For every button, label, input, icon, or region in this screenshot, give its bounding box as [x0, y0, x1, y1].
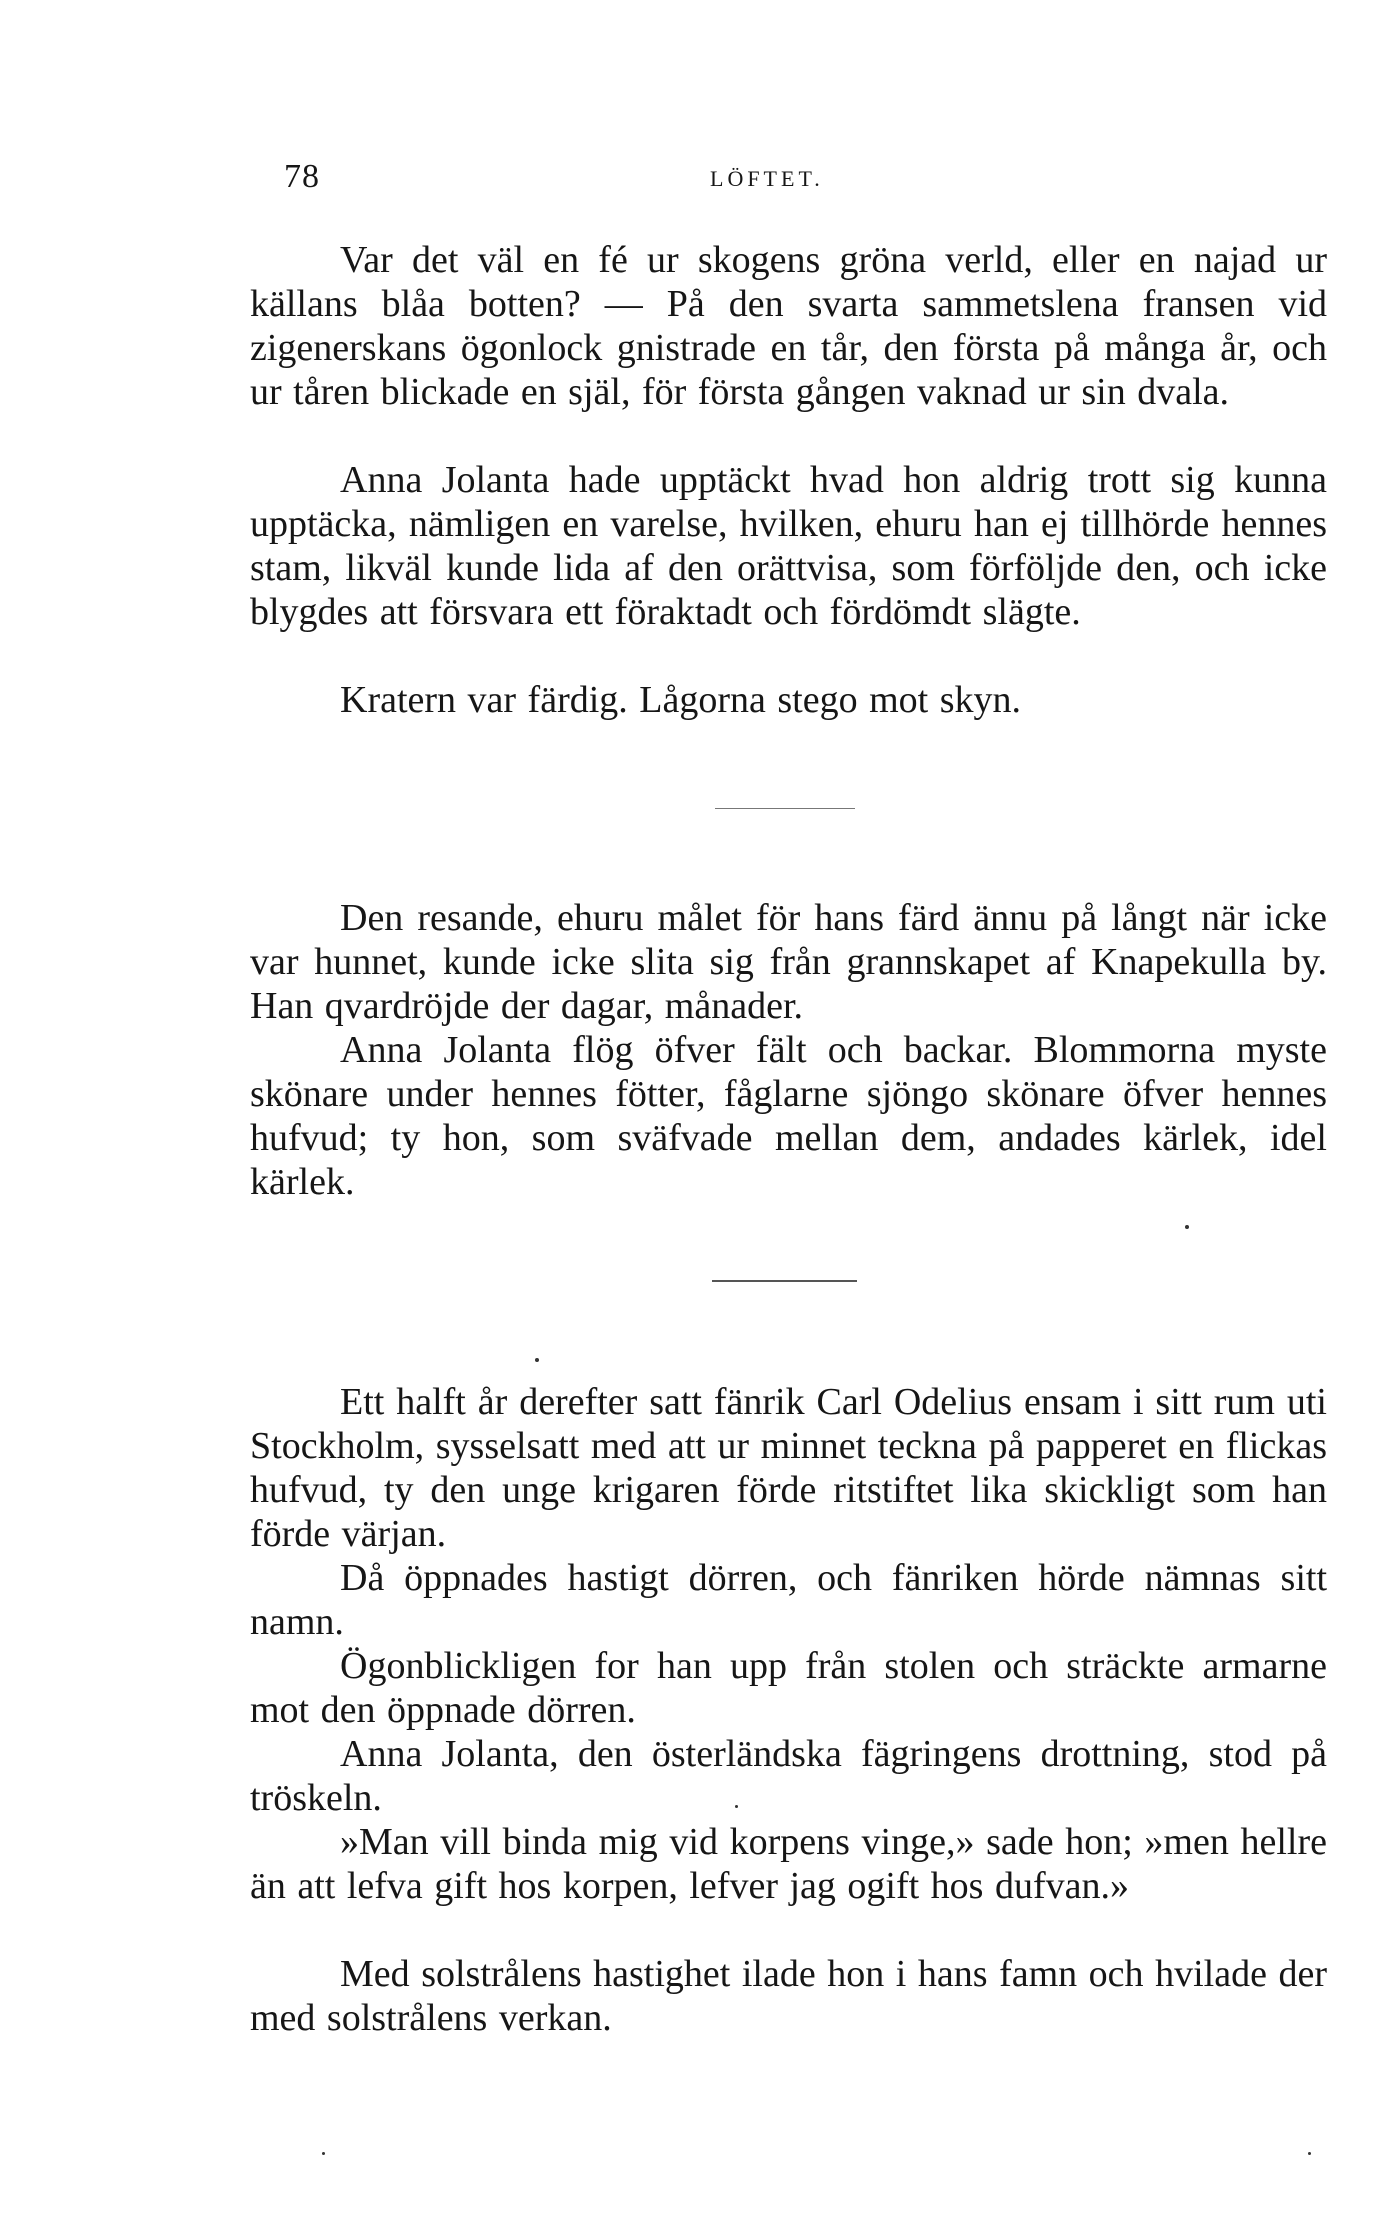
paragraph: Anna Jolanta, den österländska fägringens drottning, stod på tröskeln. [250, 1733, 1327, 1819]
print-speck [322, 2152, 325, 2155]
print-speck [535, 1358, 539, 1362]
print-speck [1185, 1225, 1189, 1229]
section-divider [712, 1280, 857, 1282]
page-header [280, 158, 1330, 208]
print-speck [735, 1805, 738, 1808]
paragraph: Ögonblickligen for han upp från stolen och sträckte armarne mot den öppnade dörren. [250, 1645, 1327, 1731]
paragraph: Anna Jolanta flög öfver fält och backar. Blommorna myste skönare under hennes fötter, fåglarne sjöngo skönare öfver hennes hufvud; ty hon, som sväfvade mellan dem, andades kärlek, idel kärlek. [250, 1029, 1327, 1203]
section-divider [715, 808, 855, 809]
paragraph: Ett halft år derefter satt fänrik Carl Odelius ensam i sitt rum uti Stockholm, sysselsatt med att ur minnet teckna på papperet en flickas hufvud, ty den unge krigaren förde ritstiftet lika skickligt som han förde värjan. [250, 1381, 1327, 1555]
paragraph: Den resande, ehuru målet för hans färd ännu på långt när icke var hunnet, kunde icke slita sig från grannskapet af Knapekulla by. Han qvardröjde der dagar, månader. [250, 897, 1327, 1027]
paragraph: »Man vill binda mig vid korpens vinge,» sade hon; »men hellre än att lefva gift hos korpen, lefver jag ogift hos dufvan.» [250, 1821, 1327, 1907]
paragraph: Då öppnades hastigt dörren, och fänriken hörde nämnas sitt namn. [250, 1557, 1327, 1643]
paragraph: Med solstrålens hastighet ilade hon i hans famn och hvilade der med solstrålens verkan. [250, 1953, 1327, 2039]
page-number: 78 [284, 158, 320, 195]
print-speck [1308, 2152, 1311, 2155]
paragraph: Var det väl en fé ur skogens gröna verld, eller en najad ur källans blåa botten? — På den svarta sammetslena fransen vid zigenerskans ögonlock gnistrade en tår, den första på många år, och ur tåren blickade en själ, för första gången vaknad ur sin dvala. [250, 239, 1327, 413]
running-title: LÖFTET. [710, 166, 824, 191]
paragraph: Anna Jolanta hade upptäckt hvad hon aldrig trott sig kunna upptäcka, nämligen en varelse, hvilken, ehuru han ej tillhörde hennes stam, likväl kunde lida af den orättvisa, som förföljde den, och icke blygdes att försvara ett föraktadt och fördömdt slägte. [250, 459, 1327, 633]
paragraph: Kratern var färdig. Lågorna stego mot skyn. [340, 679, 1022, 721]
